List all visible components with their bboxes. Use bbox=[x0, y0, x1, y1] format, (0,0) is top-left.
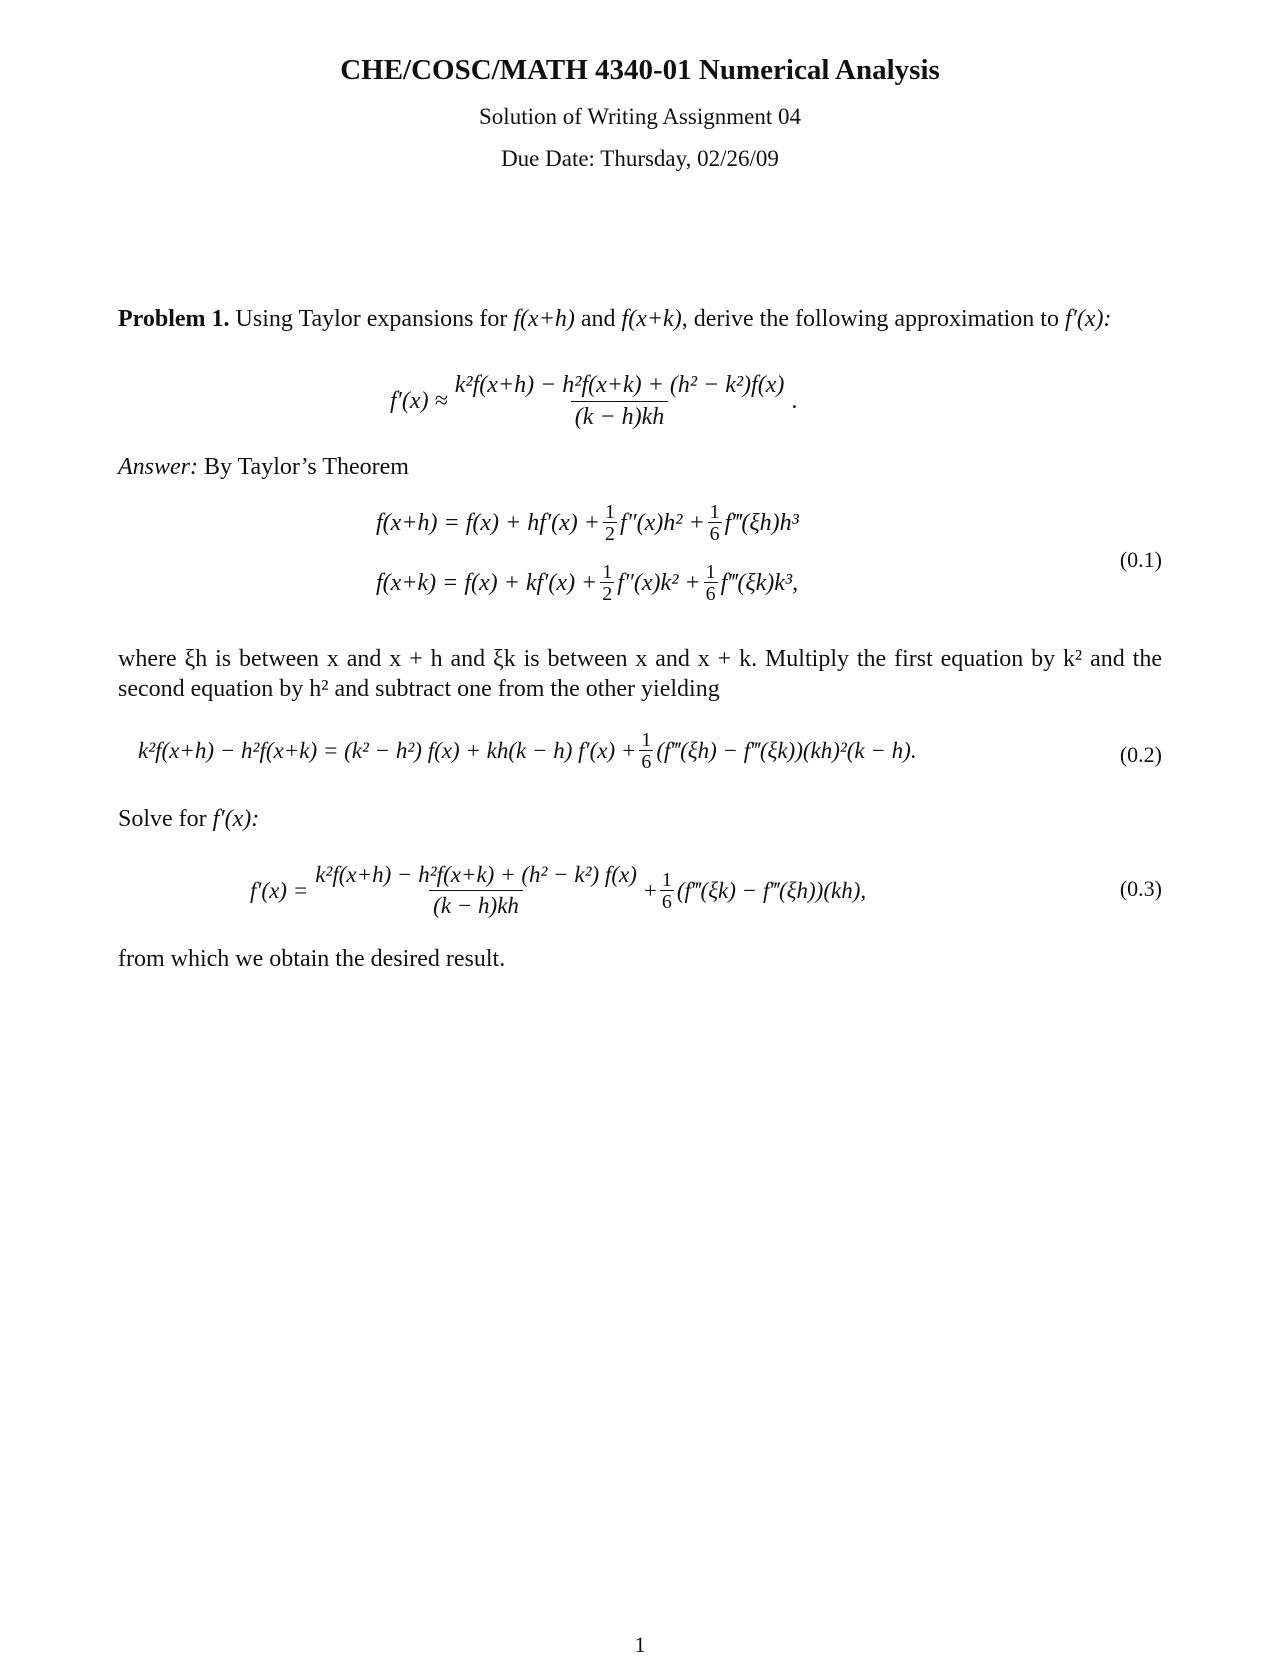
half-numerator: 1 bbox=[602, 561, 613, 583]
equation-number-0-2: (0.2) bbox=[1119, 742, 1162, 767]
equation-number-0-3: (0.3) bbox=[1119, 876, 1162, 901]
problem-expr-a: f(x+h) bbox=[513, 306, 575, 332]
target-formula bbox=[390, 372, 797, 431]
eq-0-2-lhs: k²f(x+h) − h²f(x+k) = (k² − h²) f(x) + kh(k − h) f′(x) + bbox=[138, 738, 637, 763]
target-formula-fraction bbox=[451, 372, 789, 431]
eq-0-3-denominator: (k − h)kh bbox=[429, 890, 523, 919]
target-formula-lhs: f′(x) ≈ bbox=[390, 388, 448, 414]
answer-text: By Taylor’s Theorem bbox=[204, 454, 409, 480]
eq-0-1-sixth-fraction bbox=[704, 562, 718, 604]
problem-expr-b: f(x+k) bbox=[621, 306, 682, 332]
eq-0-3-sixth-fraction bbox=[660, 870, 674, 912]
problem-statement bbox=[118, 304, 1162, 334]
target-formula-denominator: (k − h)kh bbox=[571, 401, 668, 431]
eq-0-1-line-1-end: f‴(ξh)h³ bbox=[724, 509, 799, 536]
eq-0-1-line-2-end: f‴(ξk)k³, bbox=[720, 569, 799, 596]
solve-expr: f′(x): bbox=[212, 806, 260, 832]
problem-label: Problem 1. bbox=[118, 306, 230, 332]
half-denominator: 2 bbox=[604, 523, 615, 545]
eq-0-1-line-1-lhs: f(x+h) = f(x) + hf′(x) + bbox=[376, 509, 600, 536]
half-denominator: 2 bbox=[602, 583, 613, 605]
sixth-denominator: 6 bbox=[709, 523, 720, 545]
eq-0-1-line-2-mid: f″(x)k² + bbox=[617, 569, 701, 596]
problem-text-a: Using Taylor expansions for bbox=[235, 306, 508, 332]
due-date: Due Date: Thursday, 02/26/09 bbox=[501, 146, 779, 171]
eq-0-1-half-fraction bbox=[603, 502, 617, 544]
answer-label: Answer: bbox=[118, 454, 198, 480]
eq-0-1-line-2 bbox=[376, 562, 798, 604]
sixth-numerator: 1 bbox=[709, 501, 720, 523]
eq-0-3-sixth-denominator: 6 bbox=[661, 890, 672, 913]
eq-0-1-sixth-fraction bbox=[708, 502, 722, 544]
answer-intro bbox=[118, 452, 1162, 482]
eq-0-2-fraction-denominator: 6 bbox=[641, 751, 652, 773]
page-subtitle: Solution of Writing Assignment 04 bbox=[479, 104, 801, 129]
eq-0-3-plus: + bbox=[643, 877, 657, 903]
solve-line bbox=[118, 804, 1162, 834]
eq-0-3-main-fraction bbox=[311, 862, 641, 919]
half-numerator: 1 bbox=[604, 501, 615, 523]
eq-0-1-line-2-lhs: f(x+k) = f(x) + kf′(x) + bbox=[376, 569, 598, 596]
eq-0-2-rhs: (f‴(ξh) − f‴(ξk))(kh)²(k − h). bbox=[656, 738, 917, 763]
sixth-numerator: 1 bbox=[705, 561, 716, 583]
where-paragraph: where ξh is between x and x + h and ξk is between x and x + k. Multiply the first equation by k² and the second equation by h² and subtract one from the other yielding bbox=[118, 646, 1162, 702]
page-number: 1 bbox=[634, 1632, 646, 1657]
eq-0-3 bbox=[250, 862, 866, 919]
sixth-denominator: 6 bbox=[705, 583, 716, 605]
conclusion: from which we obtain the desired result. bbox=[118, 946, 506, 972]
eq-0-3-numerator: k²f(x+h) − h²f(x+k) + (h² − k²) f(x) bbox=[315, 862, 637, 887]
eq-0-3-sixth-numerator: 1 bbox=[661, 868, 672, 891]
eq-0-3-lhs: f′(x) = bbox=[250, 877, 309, 903]
target-formula-numerator: k²f(x+h) − h²f(x+k) + (h² − k²)f(x) bbox=[454, 372, 785, 398]
eq-0-3-rhs: (f‴(ξk) − f‴(ξh))(kh), bbox=[676, 877, 867, 903]
solve-text: Solve for bbox=[118, 806, 207, 832]
problem-expr-c: f′(x): bbox=[1064, 306, 1112, 332]
eq-0-1-half-fraction bbox=[600, 562, 614, 604]
eq-0-1-line-1 bbox=[376, 502, 799, 544]
eq-0-2-fraction bbox=[639, 730, 653, 772]
equation-number-0-1: (0.1) bbox=[1119, 547, 1162, 572]
page-title: CHE/COSC/MATH 4340-01 Numerical Analysis bbox=[340, 54, 940, 86]
target-formula-period: . bbox=[791, 388, 798, 414]
eq-0-2 bbox=[138, 730, 917, 772]
problem-text-b: and bbox=[580, 306, 616, 332]
eq-0-1-line-1-mid: f″(x)h² + bbox=[619, 509, 705, 536]
eq-0-2-fraction-numerator: 1 bbox=[641, 729, 652, 751]
problem-text-c: , derive the following approximation to bbox=[681, 306, 1059, 332]
